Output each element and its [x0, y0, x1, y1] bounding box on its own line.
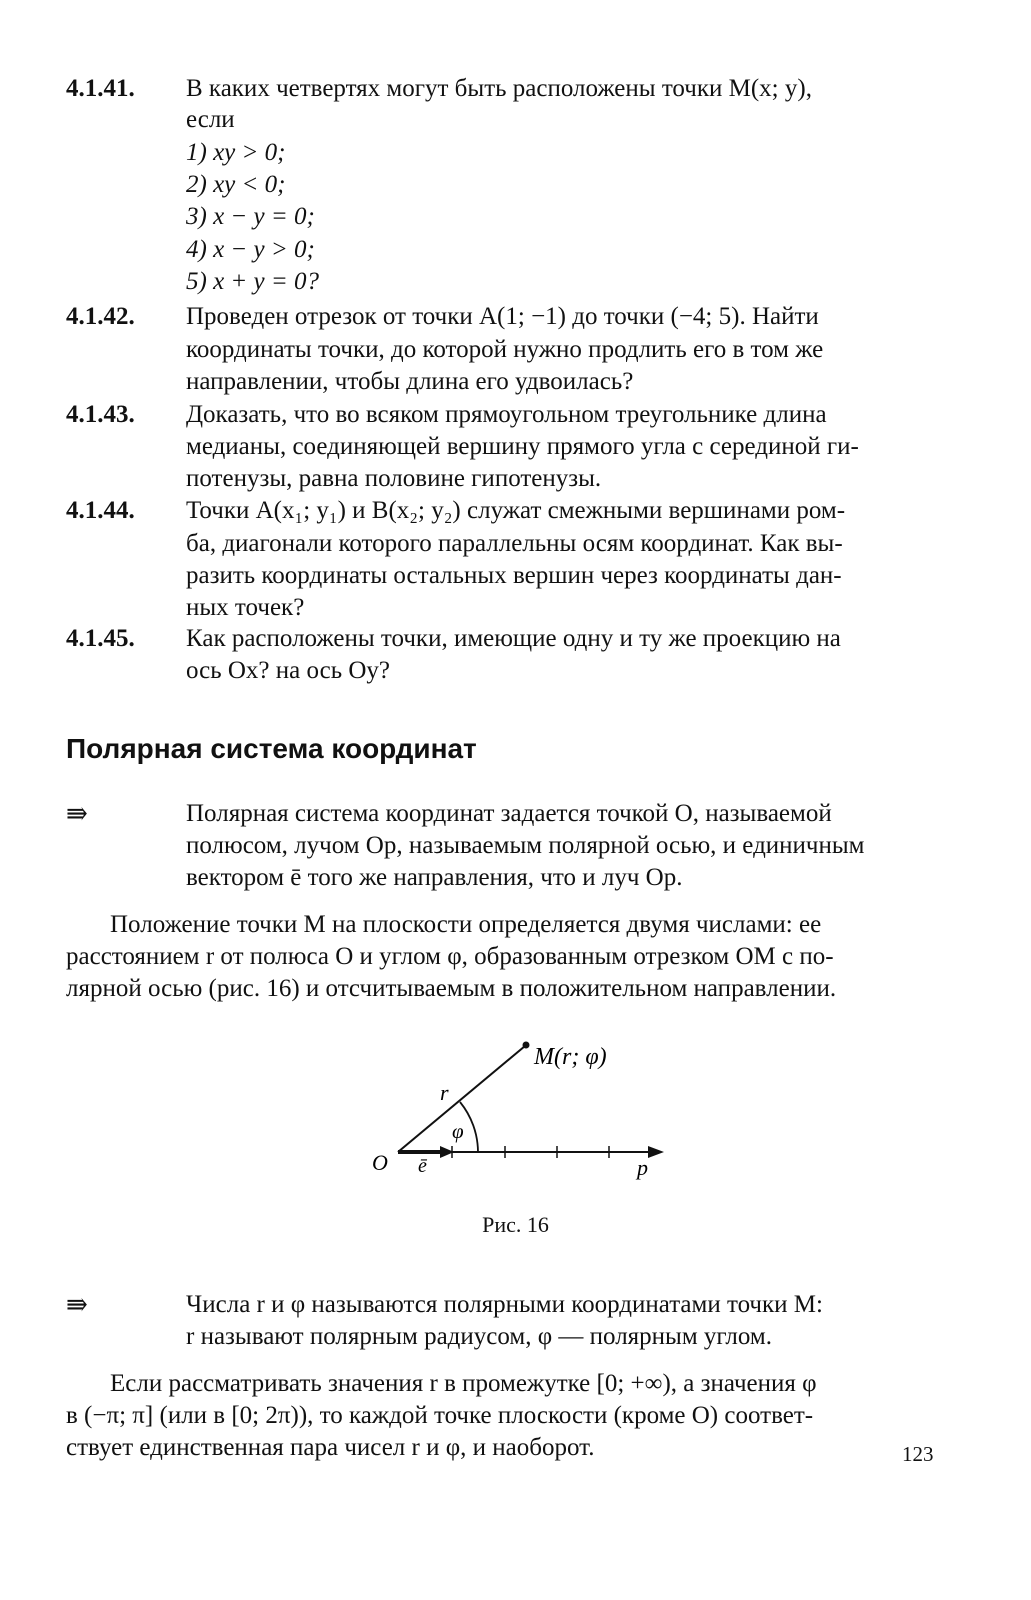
problem-text-line: направлении, чтобы длина его удвоилась? [186, 368, 634, 395]
problem-text-line: если [186, 106, 235, 133]
label-m: M(r; φ) [534, 1044, 607, 1070]
paragraph-line: в (−π; π] (или в [0; 2π)), то каждой точке плоскости (кроме O) соответ- [66, 1402, 814, 1429]
problem-text-line: Проведен отрезок от точки A(1; −1) до точки (−4; 5). Найти [186, 303, 819, 330]
page-number: 123 [902, 1442, 934, 1466]
problem-text-line: координаты точки, до которой нужно продлить его в том же [186, 336, 824, 363]
problem-number: 4.1.41. [66, 75, 135, 102]
problem-text-line: Доказать, что во всяком прямоугольном треугольнике длина [186, 401, 827, 428]
list-item: 5) x + y = 0? [186, 268, 320, 295]
problem-text-line: потенузы, равна половине гипотенузы. [186, 465, 602, 492]
problem-text-line: разить координаты остальных вершин через координаты дан- [186, 562, 842, 589]
polar-coordinates-figure [360, 1030, 680, 1190]
paragraph-line: Если рассматривать значения r в промежутке [0; +∞), а значения φ [110, 1370, 817, 1397]
list-item: 3) x − y = 0; [186, 203, 315, 230]
problem-text-line: В каких четвертях могут быть расположены точки M(x; y), [186, 75, 812, 102]
problem-number: 4.1.43. [66, 401, 135, 428]
paragraph-line: Положение точки M на плоскости определяется двумя числами: ее [110, 911, 822, 938]
problem-text-line: Точки A(x₁; y₁) и B(x₂; y₂) служат смежными вершинами ром- [186, 497, 846, 524]
problem-number: 4.1.42. [66, 303, 135, 330]
definition-line: полюсом, лучом Op, называемым полярной осью, и единичным [186, 832, 865, 859]
problem-number: 4.1.44. [66, 497, 135, 524]
label-o: O [372, 1150, 388, 1175]
definition-arrow-icon: ⇛ [66, 1290, 88, 1319]
point-m [523, 1042, 530, 1049]
list-item: 1) xy > 0; [186, 139, 286, 166]
paragraph-line: расстоянием r от полюса O и углом φ, образованным отрезком OM с по- [66, 943, 834, 970]
definition-line: r называют полярным радиусом, φ — полярным углом. [186, 1323, 772, 1350]
polar-axis-arrowhead [648, 1146, 664, 1158]
label-p: p [637, 1155, 648, 1180]
list-item: 2) xy < 0; [186, 171, 286, 198]
problem-text-line: медианы, соединяющей вершину прямого угла с серединой ги- [186, 433, 859, 460]
problem-text-line: ных точек? [186, 594, 305, 621]
label-phi: φ [452, 1119, 464, 1143]
problem-text-line: ось Ox? на ось Oy? [186, 657, 391, 684]
definition-line: вектором ē того же направления, что и луч Op. [186, 864, 683, 891]
problem-number: 4.1.45. [66, 625, 135, 652]
definition-line: Полярная система координат задается точкой O, называемой [186, 800, 832, 827]
list-item: 4) x − y > 0; [186, 236, 315, 263]
figure-caption: Рис. 16 [482, 1212, 549, 1237]
label-r: r [440, 1080, 449, 1105]
definition-line: Числа r и φ называются полярными координатами точки M: [186, 1291, 823, 1318]
paragraph-line: ствует единственная пара чисел r и φ, и наоборот. [66, 1434, 595, 1461]
section-title: Полярная система координат [66, 733, 477, 764]
definition-arrow-icon: ⇛ [66, 799, 88, 828]
problem-text-line: ба, диагонали которого параллельны осям координат. Как вы- [186, 530, 843, 557]
paragraph-line: лярной осью (рис. 16) и отсчитываемым в положительном направлении. [66, 975, 837, 1002]
problem-text-line: Как расположены точки, имеющие одну и ту же проекцию на [186, 625, 841, 652]
label-e: ē [418, 1155, 427, 1177]
